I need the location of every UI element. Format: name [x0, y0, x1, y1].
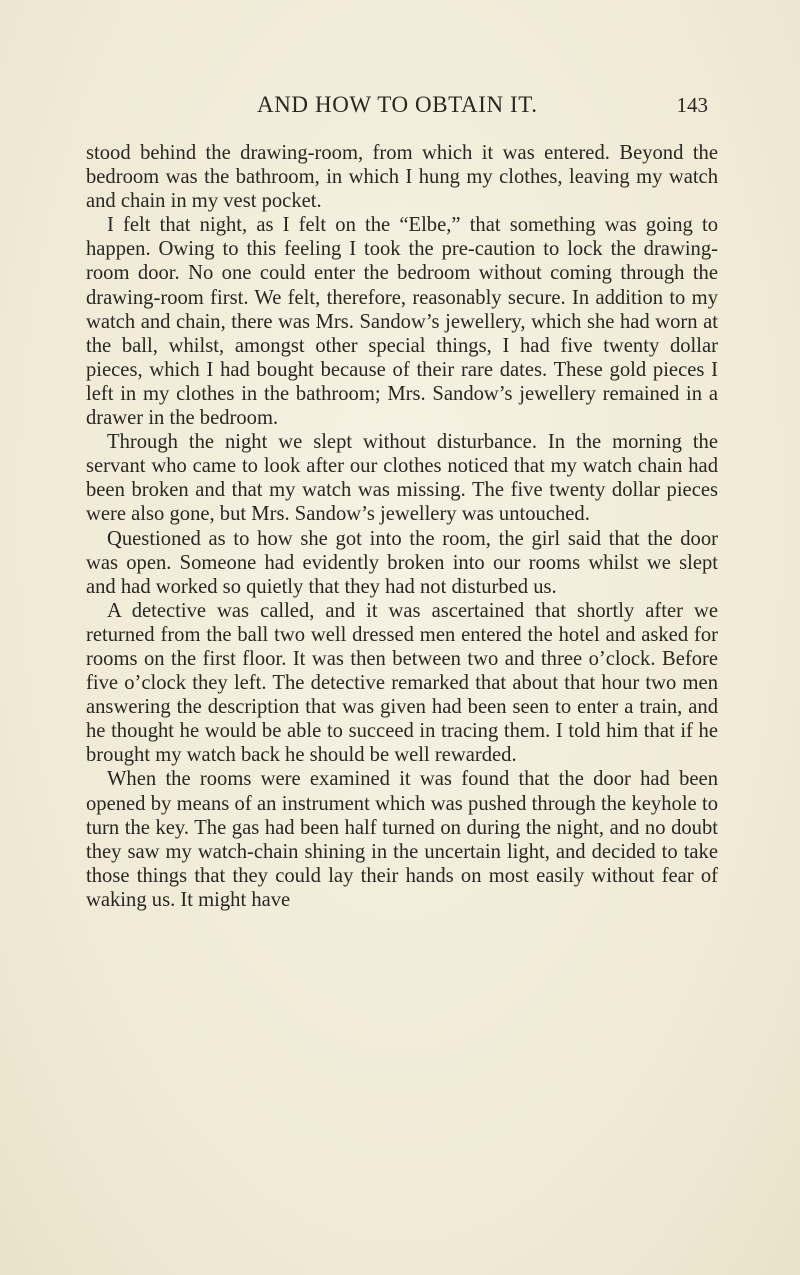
body-text: [86, 141, 718, 912]
paragraph: I felt that night, as I felt on the “Elbe,” that something was going to happen. Owing to this feeling I took the pre-caution to lock the drawing-room door. No one could enter the bedroom without coming through the drawing-room first. We felt, therefore, reasonably secure. In addition to my watch and chain, there was Mrs. Sandow’s jewellery, which she had worn at the ball, whilst, amongst other special things, I had five twenty dollar pieces, which I had bought because of their rare dates. These gold pieces I left in my clothes in the bathroom; Mrs. Sandow’s jewellery remained in a drawer in the bedroom.: [86, 214, 718, 430]
paragraph: Through the night we slept without disturbance. In the morning the servant who came to look after our clothes noticed that my watch chain had been broken and that my watch was missing. The five twenty dollar pieces were also gone, but Mrs. Sandow’s jewellery was untouched.: [86, 431, 718, 526]
paragraph: stood behind the drawing-room, from which it was entered. Beyond the bedroom was the bathroom, in which I hung my clothes, leaving my watch and chain in my vest pocket.: [86, 142, 718, 213]
page-header: [0, 92, 800, 132]
running-head: AND HOW TO OBTAIN IT.: [257, 92, 538, 117]
paragraph: A detective was called, and it was ascertained that shortly after we returned from the ball two well dressed men entered the hotel and asked for rooms on the first floor. It was then between two and three o’clock. Before five o’clock they left. The detective remarked that about that hour two men answering the description that was given had been seen to enter a train, and he thought he would be able to succeed in tracing them. I told him that if he brought my watch back he should be well rewarded.: [86, 599, 718, 767]
paragraph: Questioned as to how she got into the room, the girl said that the door was open. Someone had evidently broken into our rooms whilst we slept and had worked so quietly that they had not disturbed us.: [86, 527, 718, 598]
page-number: 143: [676, 93, 708, 117]
paragraph: When the rooms were examined it was found that the door had been opened by means of an instrument which was pushed through the keyhole to turn the key. The gas had been half turned on during the night, and no doubt they saw my watch-chain shining in the uncertain light, and decided to take those things that they could lay their hands on most easily without fear of waking us. It might have: [86, 768, 718, 911]
